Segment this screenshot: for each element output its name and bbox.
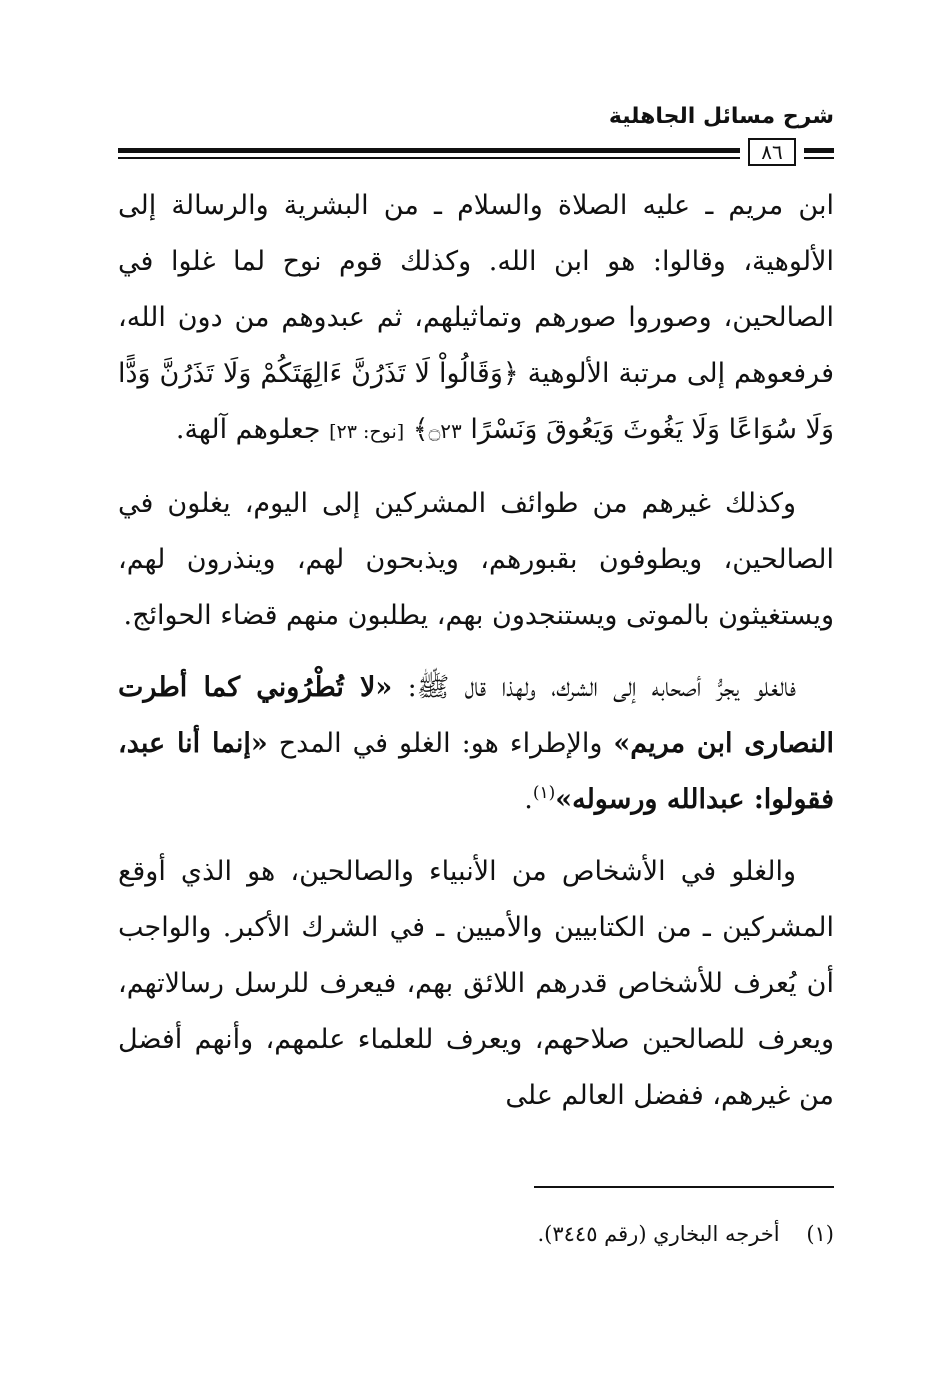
running-title: شرح مسائل الجاهلية	[608, 104, 834, 129]
footnote-divider	[534, 1186, 834, 1188]
paragraph-1	[118, 178, 834, 460]
header-rule-thick	[118, 148, 740, 153]
paragraph-3	[118, 660, 834, 828]
header-tick-top	[804, 148, 834, 153]
footnote	[537, 1222, 834, 1246]
quran-close-bracket: ﴾	[412, 414, 429, 445]
paragraph-3-mid: والإطراء هو: الغلو في المدح	[278, 728, 603, 759]
paragraph-1-intro: ابن مريم ـ عليه الصلاة والسلام ـ من البشرية والرسالة إلى الألوهية، وقالوا: هو ابن الله. وكذلك قوم نوح لما غلوا في الصالحين، وصوروا صورهم وتماثيلهم، ثم عبدوهم من دون الله، فرفعوهم إلى مرتبة الألوهية	[118, 190, 834, 389]
paragraph-3-end: .	[524, 784, 533, 815]
quran-open-bracket: ﴿	[502, 358, 519, 389]
paragraph-2: وكذلك غيرهم من طوائف المشركين إلى اليوم، يغلون في الصالحين، ويطوفون بقبورهم، ويذبحون لهم، وينذرون لهم، ويستغيثون بالموتى ويستنجدون بهم، يطلبون منهم قضاء الحوائج.	[118, 488, 834, 631]
footnote-text: أخرجه البخاري (رقم ٣٤٤٥).	[537, 1222, 780, 1246]
footnote-number: (١)	[806, 1222, 834, 1246]
hadith-quote-1: «لا تُطْرُوني كما أطرت النصارى ابن مريم»	[118, 672, 834, 759]
paragraph-3-lead: فالغلو يجرُّ أصحابه إلى الشرك، ولهذا قال ﷺ:	[407, 672, 797, 703]
paragraph-1-tail: جعلوهم آلهة.	[175, 414, 321, 445]
ayah-number-icon: ۝٢٣	[428, 419, 462, 443]
hadith-quote-2: «إنما أنا عبد، فقولوا: عبدالله ورسوله»	[118, 728, 834, 815]
page-number: ٨٦	[748, 138, 796, 166]
paragraph-4: والغلو في الأشخاص من الأنبياء والصالحين، هو الذي أوقع المشركين ـ من الكتابيين والأميين ـ في الشرك الأكبر. والواجب أن يُعرف للأشخاص قدرهم اللائق بهم، فيعرف للرسل رسالاتهم، ويعرف للصالحين صلاحهم، ويعرف للعلماء علمهم، وأنهم أفضل من غيرهم، ففضل العالم على	[118, 856, 834, 1111]
header-tick-bottom	[804, 157, 834, 159]
header-rule-thin	[118, 157, 740, 159]
footnote-marker: (١)	[532, 783, 556, 803]
main-text	[118, 178, 834, 1140]
surah-reference: [نوح: ٢٣]	[329, 421, 405, 443]
quran-verse: وَقَالُواْ لَا تَذَرُنَّ ءَالِهَتَكُمْ وَلَا تَذَرُنَّ وَدًّا وَلَا سُوَاعًا وَلَا يَغُوثَ وَيَعُوقَ وَنَسْرًا	[118, 358, 834, 445]
